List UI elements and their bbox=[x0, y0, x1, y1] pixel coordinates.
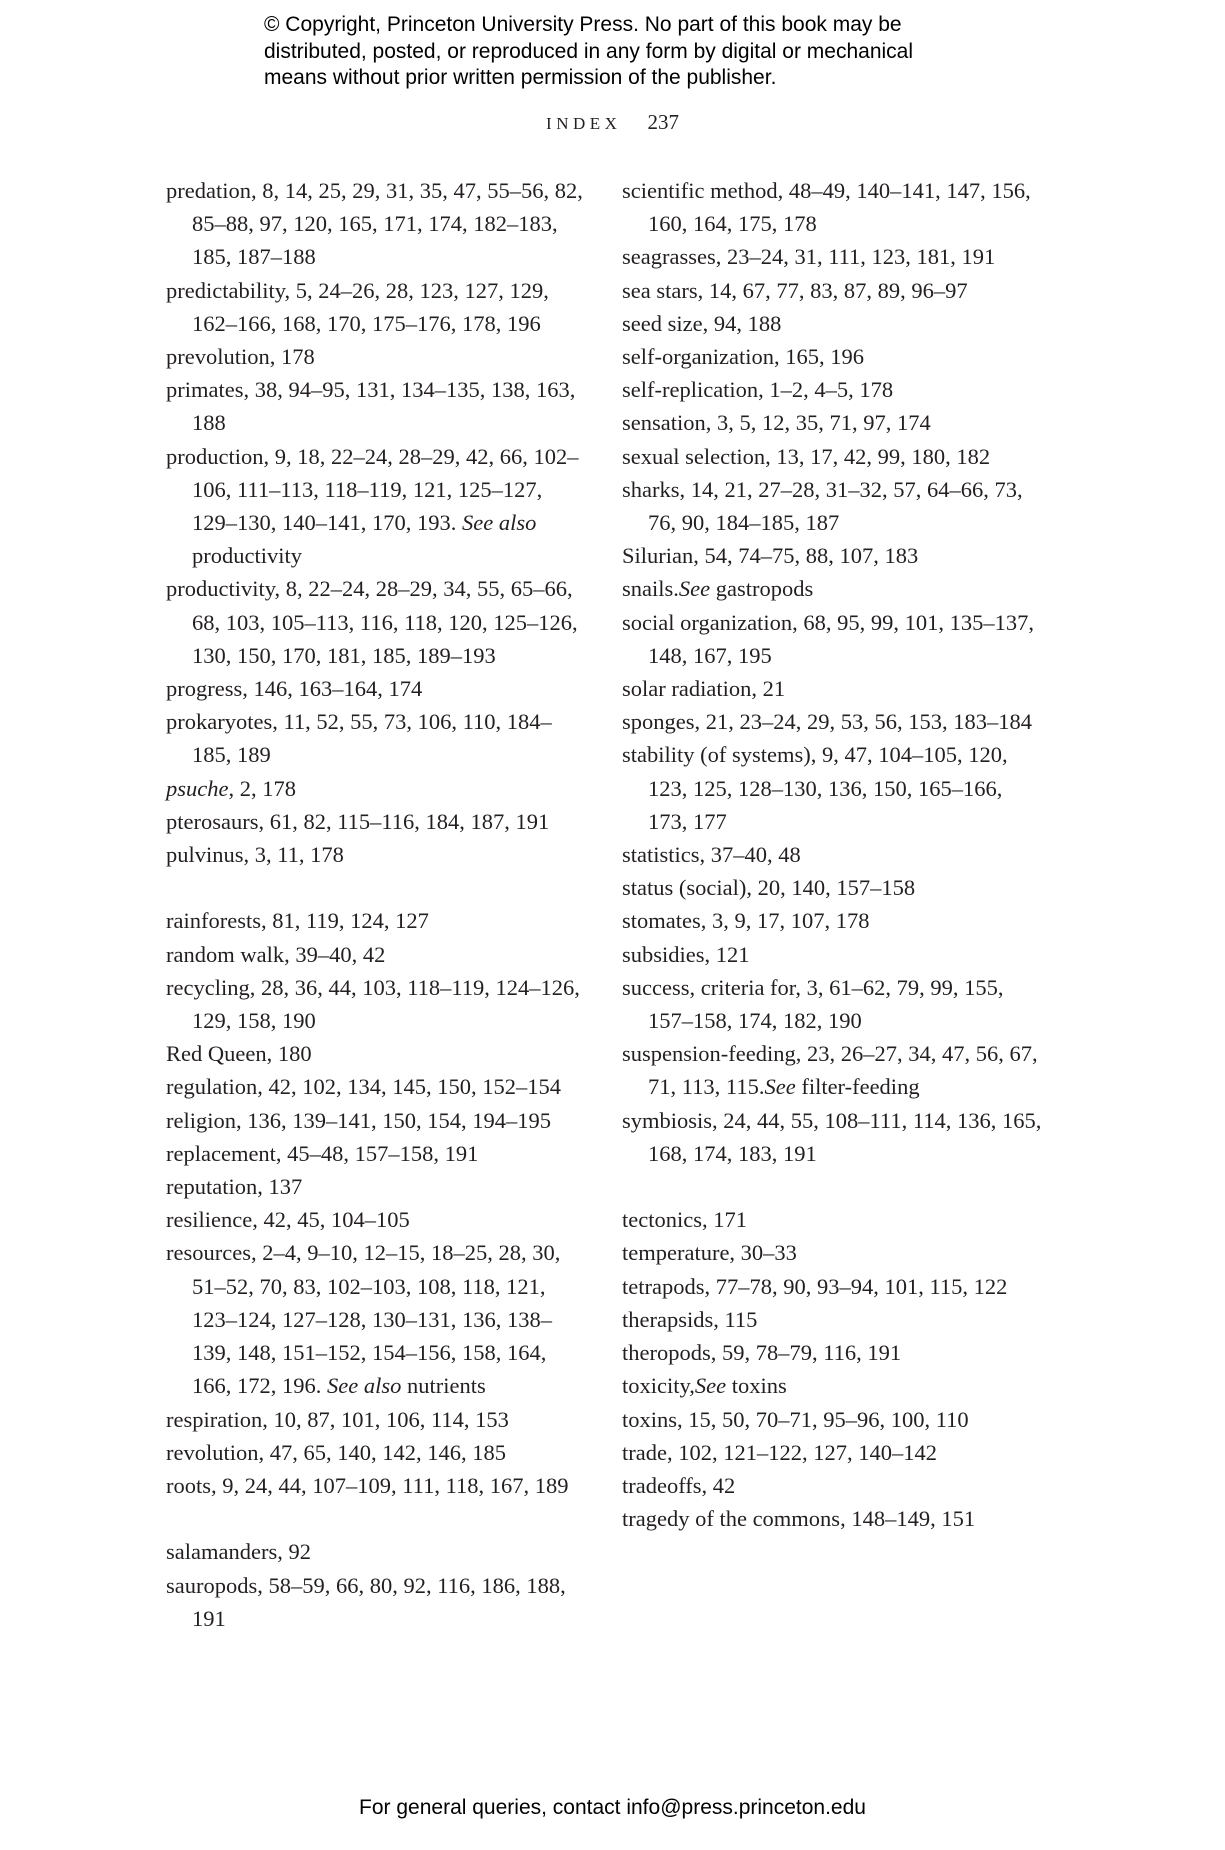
index-entry: predictability, 5, 24–26, 28, 123, 127, 129, 162–166, 168, 170, 175–176, 178, 196 bbox=[166, 277, 549, 336]
see-reference: See also bbox=[327, 1373, 402, 1399]
index-entry: sauropods, 58–59, 66, 80, 92, 116, 186, 188, 191 bbox=[166, 1572, 566, 1631]
index-entry: tragedy of the commons, 148–149, 151 bbox=[622, 1506, 976, 1532]
index-entry: toxicity,See toxins bbox=[622, 1373, 787, 1399]
index-entry: prevolution, 178 bbox=[166, 344, 315, 370]
index-entry: Silurian, 54, 74–75, 88, 107, 183 bbox=[622, 543, 919, 569]
index-entry: sponges, 21, 23–24, 29, 53, 56, 153, 183–184 bbox=[622, 709, 1032, 735]
copyright-line: © Copyright, Princeton University Press. No part of this book may be bbox=[264, 13, 902, 36]
index-entry: pterosaurs, 61, 82, 115–116, 184, 187, 191 bbox=[166, 808, 550, 834]
index-entry: status (social), 20, 140, 157–158 bbox=[622, 875, 916, 901]
index-entry: primates, 38, 94–95, 131, 134–135, 138, 163, 188 bbox=[166, 377, 576, 436]
index-entry: sea stars, 14, 67, 77, 83, 87, 89, 96–97 bbox=[622, 277, 968, 303]
index-entry: roots, 9, 24, 44, 107–109, 111, 118, 167, 189 bbox=[166, 1472, 569, 1498]
section-title: INDEX bbox=[546, 114, 622, 133]
index-entry: random walk, 39–40, 42 bbox=[166, 941, 386, 967]
index-entry: therapsids, 115 bbox=[622, 1306, 758, 1332]
index-entry: tectonics, 171 bbox=[622, 1207, 747, 1233]
index-entry: predation, 8, 14, 25, 29, 31, 35, 47, 55–56, 82, 85–88, 97, 120, 165, 171, 174, 182–183, 185, 187–188 bbox=[166, 178, 583, 270]
index-entry: tetrapods, 77–78, 90, 93–94, 101, 115, 122 bbox=[622, 1273, 1008, 1299]
index-entry: sharks, 14, 21, 27–28, 31–32, 57, 64–66, 73, 76, 90, 184–185, 187 bbox=[622, 476, 1023, 536]
index-entry: prokaryotes, 11, 52, 55, 73, 106, 110, 184–185, 189 bbox=[166, 709, 552, 768]
index-entry: self-replication, 1–2, 4–5, 178 bbox=[622, 377, 894, 403]
index-entry: psuche, 2, 178 bbox=[166, 775, 296, 801]
index-entry: sexual selection, 13, 17, 42, 99, 180, 182 bbox=[622, 443, 991, 469]
index-entry: scientific method, 48–49, 140–141, 147, 156, 160, 164, 175, 178 bbox=[622, 178, 1031, 237]
index-entry: stability (of systems), 9, 47, 104–105, 120, 123, 125, 128–130, 136, 150, 165–166, 173, 177 bbox=[622, 742, 1008, 834]
index-entry: respiration, 10, 87, 101, 106, 114, 153 bbox=[166, 1406, 509, 1432]
index-entry: Red Queen, 180 bbox=[166, 1041, 312, 1067]
copyright-notice bbox=[264, 12, 1044, 92]
index-entry: rainforests, 81, 119, 124, 127 bbox=[166, 908, 429, 934]
index-entry: production, 9, 18, 22–24, 28–29, 42, 66, 102–106, 111–113, 118–119, 121, 125–127, 129–130, 140–141, 170, 193. See also productivity bbox=[166, 443, 579, 569]
index-entry: social organization, 68, 95, 99, 101, 135–137, 148, 167, 195 bbox=[622, 609, 1035, 668]
index-entry: symbiosis, 24, 44, 55, 108–111, 114, 136, 165, 168, 174, 183, 191 bbox=[622, 1107, 1042, 1166]
index-entry: suspension-feeding, 23, 26–27, 34, 47, 56, 67, 71, 113, 115.See filter-feeding bbox=[622, 1041, 1038, 1100]
index-entry: religion, 136, 139–141, 150, 154, 194–195 bbox=[166, 1107, 551, 1133]
index-entry: snails.See gastropods bbox=[622, 576, 814, 602]
index-entry: toxins, 15, 50, 70–71, 95–96, 100, 110 bbox=[622, 1406, 969, 1432]
index-entry: success, criteria for, 3, 61–62, 79, 99, 155, 157–158, 174, 182, 190 bbox=[622, 974, 1004, 1034]
see-reference: See bbox=[764, 1074, 796, 1100]
index-entry: sensation, 3, 5, 12, 35, 71, 97, 174 bbox=[622, 410, 931, 436]
index-entry: progress, 146, 163–164, 174 bbox=[166, 676, 423, 702]
copyright-line: distributed, posted, or reproduced in any form by digital or mechanical bbox=[264, 39, 914, 63]
see-reference: See bbox=[678, 576, 711, 602]
index-entry: resilience, 42, 45, 104–105 bbox=[166, 1207, 410, 1233]
footer-contact: For general queries, contact info@press.princeton.edu bbox=[359, 1796, 866, 1819]
index-column-right bbox=[622, 174, 1042, 1535]
index-entry: stomates, 3, 9, 17, 107, 178 bbox=[622, 908, 870, 934]
copyright-line: means without prior written permission of the publisher. bbox=[264, 66, 777, 89]
index-entry: statistics, 37–40, 48 bbox=[622, 842, 801, 868]
index-entry: pulvinus, 3, 11, 178 bbox=[166, 842, 344, 868]
index-entry: reputation, 137 bbox=[166, 1174, 303, 1200]
index-entry: trade, 102, 121–122, 127, 140–142 bbox=[622, 1439, 937, 1465]
index-entry: salamanders, 92 bbox=[166, 1539, 311, 1565]
index-column-left bbox=[166, 174, 586, 1635]
index-entry: temperature, 30–33 bbox=[622, 1240, 797, 1266]
index-entry: solar radiation, 21 bbox=[622, 676, 786, 702]
see-reference: See bbox=[694, 1373, 727, 1399]
index-term-italic: psuche bbox=[166, 775, 229, 801]
page-number: 237 bbox=[647, 110, 679, 134]
index-entry: revolution, 47, 65, 140, 142, 146, 185 bbox=[166, 1439, 506, 1465]
index-entry: seed size, 94, 188 bbox=[622, 310, 782, 336]
index-entry: resources, 2–4, 9–10, 12–15, 18–25, 28, 30, 51–52, 70, 83, 102–103, 108, 118, 121, 123–124, 127–128, 130–131, 136, 138–139, 148, 151–152, 154–156, 158, 164, 166, 172, 196. See also nutrients bbox=[166, 1240, 561, 1399]
index-entry: subsidies, 121 bbox=[622, 941, 750, 967]
index-entry: theropods, 59, 78–79, 116, 191 bbox=[622, 1340, 902, 1366]
index-entry: recycling, 28, 36, 44, 103, 118–119, 124–126, 129, 158, 190 bbox=[166, 974, 580, 1034]
index-entry: productivity, 8, 22–24, 28–29, 34, 55, 65–66, 68, 103, 105–113, 116, 118, 120, 125–126, 130, 150, 170, 181, 185, 189–193 bbox=[166, 576, 578, 668]
index-entry: regulation, 42, 102, 134, 145, 150, 152–154 bbox=[166, 1074, 561, 1100]
index-entry: tradeoffs, 42 bbox=[622, 1472, 736, 1498]
see-reference: See also bbox=[462, 510, 537, 536]
index-entry: replacement, 45–48, 157–158, 191 bbox=[166, 1140, 479, 1166]
index-entry: self-organization, 165, 196 bbox=[622, 344, 865, 370]
running-header bbox=[0, 110, 1225, 135]
index-entry: seagrasses, 23–24, 31, 111, 123, 181, 191 bbox=[622, 244, 996, 270]
